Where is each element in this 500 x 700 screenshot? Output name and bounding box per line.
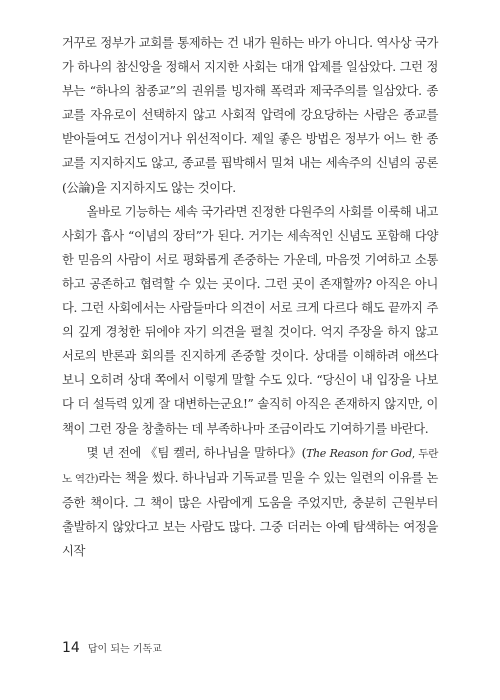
page-footer — [62, 640, 162, 656]
paragraph-3-text-after: 라는 책을 썼다. 하나님과 기독교를 믿을 수 있는 일련의 이유를 논증한 책이다. 그 책이 많은 사람에게 도움을 주었지만, 충분히 근원부터 출발하지 않았다고 보는 사람도 많다. 그중 더러는 아예 탐색하는 여정을 시작 — [62, 470, 438, 558]
paragraph-3-text-before: 몇 년 전에 《팀 켈러, 하나님을 말하다》( — [86, 445, 307, 460]
body-text — [62, 31, 438, 563]
page-number: 14 — [62, 640, 80, 656]
translation-note: , 두란노 역간) — [62, 447, 438, 485]
running-book-title: 답이 되는 기독교 — [87, 644, 162, 655]
paragraph-1: 거꾸로 정부가 교회를 통제하는 건 내가 원하는 바가 아니다. 역사상 국가가 하나의 참신앙을 정해서 지지한 사회는 대개 압제를 일삼았다. 그런 정부는 “하나의 참종교”의 권위를 빙자해 폭력과 제국주의를 일삼았다. 종교를 자유로이 선택하지 않고 사회적 압력에 강요당하는 사람은 종교를 받아들여도 건성이거나 위선적이다. 제일 좋은 방법은 정부가 어느 한 종교를 지지하지도 않고, 종교를 핍박해서 밀쳐 내는 세속주의 신념의 공론(公論)을 지지하지도 않는 것이다. — [62, 36, 438, 195]
english-book-title: The Reason for God — [306, 446, 412, 460]
paragraph-3 — [62, 441, 438, 563]
paragraph-2: 올바로 기능하는 세속 국가라면 진정한 다원주의 사회를 이룩해 내고 사회가 흡사 “이념의 장터”가 된다. 거기는 세속적인 신념도 포함해 다양한 믿음의 사람이 서로 평화롭게 존중하는 가운데, 마음껏 기여하고 소통하고 공존하고 협력할 수 있는 곳이다. 그런 곳이 존재할까? 아직은 아니다. 그런 사회에서는 사람들마다 의견이 서로 크게 다르다 해도 끝까지 주의 깊게 경청한 뒤에야 자기 의견을 펼칠 것이다. 억지 주장을 하지 않고 서로의 반론과 회의를 진지하게 존중할 것이다. 상대를 이해하려 애쓰다 보니 오히려 상대 쪽에서 이렇게 말할 수도 있다. “당신이 내 입장을 나보다 더 설득력 있게 잘 대변하는군요!” 솔직히 아직은 존재하지 않지만, 이 책이 그런 장을 창출하는 데 부족하나마 조금이라도 기여하기를 바란다. — [62, 204, 438, 436]
